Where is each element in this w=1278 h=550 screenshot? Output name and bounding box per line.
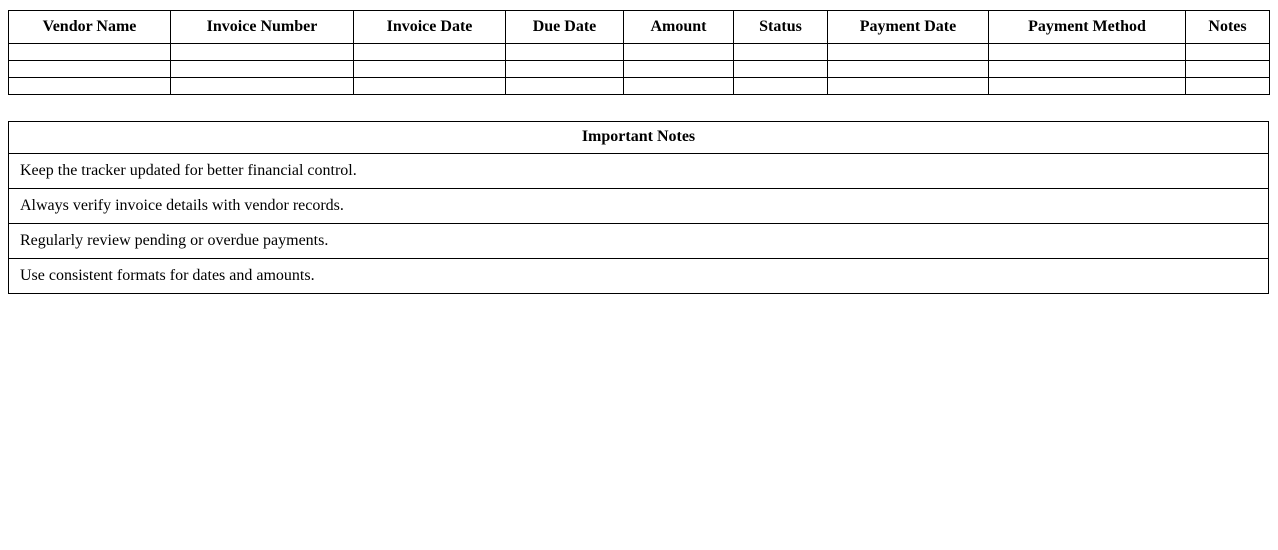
invoice-tracker-table <box>8 10 1270 95</box>
empty-invoice-row <box>9 78 1270 95</box>
empty-invoice-row <box>9 61 1270 78</box>
note-item: Keep the tracker updated for better financial control. <box>9 154 1269 189</box>
column-header-status: Status <box>734 11 828 44</box>
empty-cell <box>828 61 989 78</box>
note-row <box>9 189 1269 224</box>
empty-cell <box>171 44 354 61</box>
empty-cell <box>1186 44 1270 61</box>
empty-cell <box>354 44 506 61</box>
empty-invoice-row <box>9 44 1270 61</box>
invoice-header-row <box>9 11 1270 44</box>
empty-cell <box>1186 78 1270 95</box>
empty-cell <box>354 61 506 78</box>
note-row <box>9 259 1269 294</box>
empty-cell <box>506 61 624 78</box>
column-header-notes: Notes <box>1186 11 1270 44</box>
empty-cell <box>989 61 1186 78</box>
empty-cell <box>828 44 989 61</box>
note-row <box>9 224 1269 259</box>
empty-cell <box>734 78 828 95</box>
column-header-payment-date: Payment Date <box>828 11 989 44</box>
empty-cell <box>506 78 624 95</box>
column-header-invoice-number: Invoice Number <box>171 11 354 44</box>
note-item: Use consistent formats for dates and amounts. <box>9 259 1269 294</box>
empty-cell <box>828 78 989 95</box>
column-header-due-date: Due Date <box>506 11 624 44</box>
note-item: Regularly review pending or overdue payments. <box>9 224 1269 259</box>
empty-cell <box>624 78 734 95</box>
empty-cell <box>734 61 828 78</box>
empty-cell <box>9 61 171 78</box>
note-item: Always verify invoice details with vendor records. <box>9 189 1269 224</box>
note-row <box>9 154 1269 189</box>
empty-cell <box>9 44 171 61</box>
column-header-payment-method: Payment Method <box>989 11 1186 44</box>
empty-cell <box>1186 61 1270 78</box>
important-notes-table <box>8 121 1269 294</box>
empty-cell <box>624 61 734 78</box>
empty-cell <box>624 44 734 61</box>
empty-cell <box>354 78 506 95</box>
empty-cell <box>171 61 354 78</box>
column-header-invoice-date: Invoice Date <box>354 11 506 44</box>
empty-cell <box>506 44 624 61</box>
column-header-vendor-name: Vendor Name <box>9 11 171 44</box>
empty-cell <box>989 44 1186 61</box>
empty-cell <box>989 78 1186 95</box>
empty-cell <box>9 78 171 95</box>
empty-cell <box>171 78 354 95</box>
empty-cell <box>734 44 828 61</box>
notes-header-row <box>9 122 1269 154</box>
column-header-amount: Amount <box>624 11 734 44</box>
notes-title: Important Notes <box>9 122 1269 154</box>
